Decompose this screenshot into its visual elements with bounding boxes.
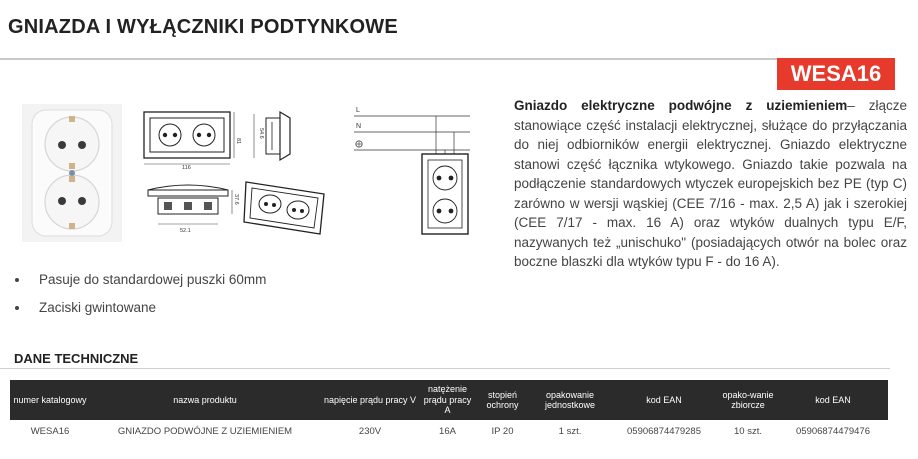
specs-divider <box>0 368 890 369</box>
description-lead: Gniazdo elektryczne podwójne z uziemieniem <box>514 98 848 113</box>
side-view-drawing <box>250 108 300 170</box>
header-cell: opakowanie jednostkowe <box>530 380 610 420</box>
table-cell: 1 szt. <box>558 425 582 437</box>
base-dimension: 52.1 <box>180 228 191 234</box>
product-description <box>514 96 907 272</box>
width-dimension: 116 <box>182 165 191 170</box>
height-dimension: 81 <box>235 138 241 145</box>
table-cell: 230V <box>358 425 382 437</box>
table-cell: IP 20 <box>491 425 514 437</box>
feature-item: Pasuje do standardowej puszki 60mm <box>14 270 266 298</box>
feature-list <box>14 270 266 326</box>
description-body: – złącze stanowiące część instalacji elektrycznej, służące do przyłączania do niej odbiorników energii elektrycznej. Gniazdo elektryczne stanowi część łącznika wtykowego. Gniazdo takie pozwala na podłączenie standardowych wtyczek europejskich bez PE (typ C) zarówno w wersji wąskiej (CEE 7/16 - max. 2,5 A) jak i szerokiej (CEE 7/17 - max. 16 A) oraz wtyków dualnych typu E/F, nazywanych też „unischuko" (posiadających otwór na bolec oraz boczne blaszki dla wtyków typu F - do 16 A). <box>514 98 907 269</box>
header-cell: natężenie prądu pracy A <box>420 380 475 420</box>
product-code-badge: WESA16 <box>777 58 895 90</box>
header-cell: stopień ochrony <box>475 380 530 420</box>
header-cell: kod EAN <box>610 380 718 420</box>
title-divider <box>0 58 890 60</box>
table-row <box>10 420 888 442</box>
table-cell: WESA16 <box>30 425 70 437</box>
wire-label-n: N <box>356 123 362 130</box>
table-cell: GNIAZDO PODWÓJNE Z UZIEMIENIEM <box>117 425 293 437</box>
header-cell: napięcie prądu pracy V <box>320 380 420 420</box>
depth-dimension: 37.6 <box>233 194 239 205</box>
table-cell: 05906874479285 <box>627 425 701 437</box>
table-header-row <box>10 380 888 420</box>
table-cell: 10 szt. <box>734 425 762 437</box>
perspective-drawing <box>240 176 332 240</box>
header-cell: opako-wanie zbiorcze <box>718 380 778 420</box>
wiring-diagram <box>350 100 476 242</box>
feature-item: Zaciski gwintowane <box>14 298 266 326</box>
table-cell: 16A <box>439 425 456 437</box>
specs-table <box>10 380 888 442</box>
inner-dimension: 54.6 <box>258 128 264 139</box>
table-cell: 05906874479476 <box>796 425 870 437</box>
wire-label-l: L <box>356 107 360 114</box>
product-photo <box>22 104 122 242</box>
header-cell: nazwa produktu <box>90 380 320 420</box>
header-cell: kod EAN <box>778 380 888 420</box>
page-title: GNIAZDA I WYŁĄCZNIKI PODTYNKOWE <box>8 16 398 38</box>
bottom-view-drawing <box>138 176 242 240</box>
front-view-drawing <box>138 108 242 170</box>
specs-title: DANE TECHNICZNE <box>14 351 139 366</box>
header-cell: numer katalogowy <box>10 380 90 420</box>
